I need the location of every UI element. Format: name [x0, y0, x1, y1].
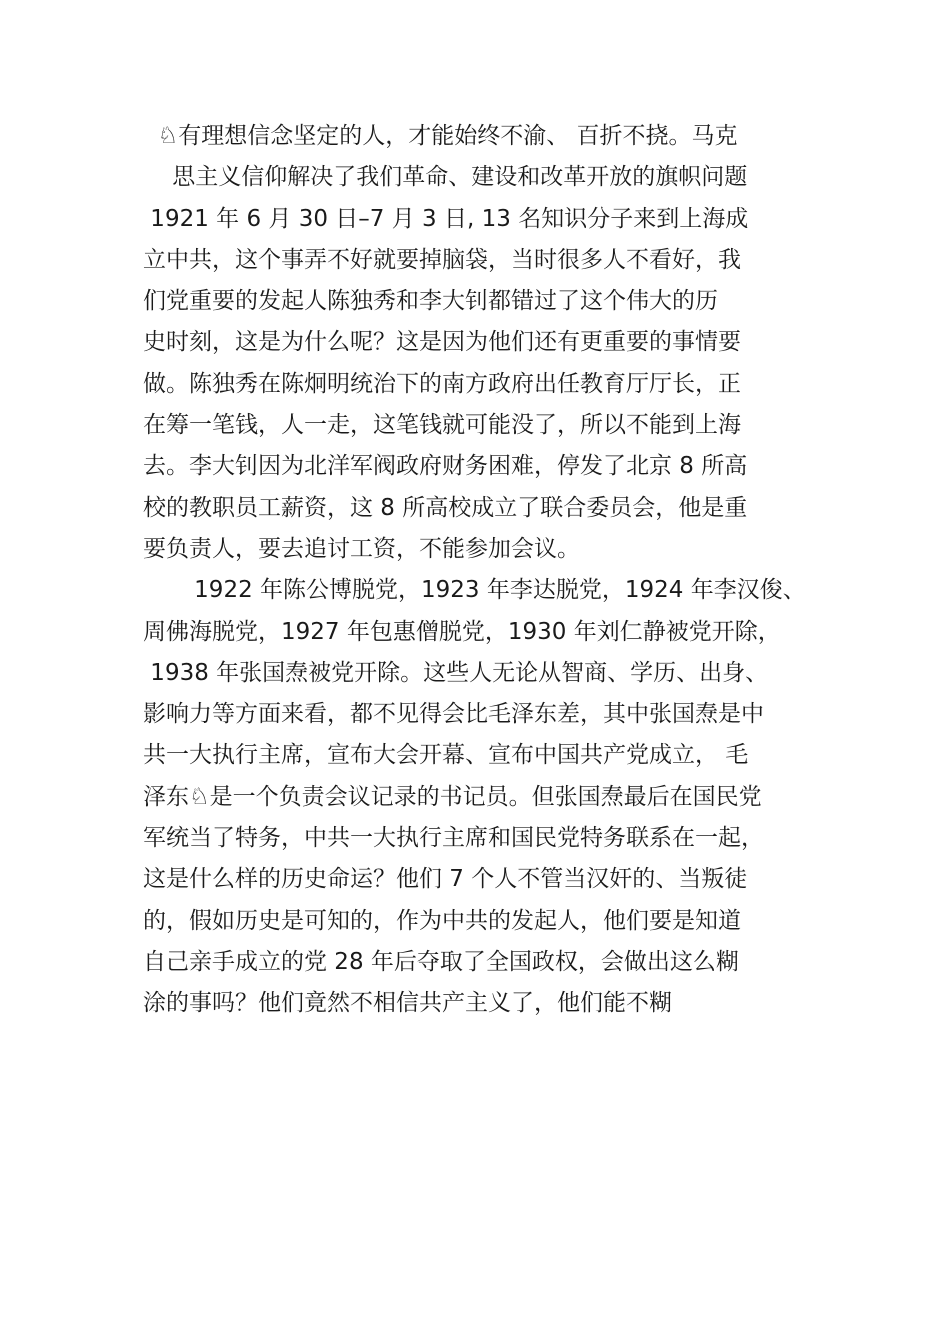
- text-line: 做。陈独秀在陈炯明统治下的南方政府出任教育厅厅长，正: [143, 370, 741, 397]
- text-line: 影响力等方面来看，都不见得会比毛泽东差，其中张国焘是中: [143, 701, 764, 728]
- text-line: 们党重要的发起人陈独秀和李大钊都错过了这个伟大的历: [143, 288, 718, 315]
- text-line: 周佛海脱党，1927 年包惠僧脱党，1930 年刘仁静被党开除，: [143, 618, 781, 645]
- text-line: 1921 年 6 月 30 日–7 月 3 日, 13 名知识分子来到上海成: [143, 205, 749, 232]
- text-line: 在筹一笔钱，人一走，这笔钱就可能没了，所以不能到上海: [143, 412, 741, 439]
- text-line: 史时刻，这是为什么呢？这是因为他们还有更重要的事情要: [143, 329, 741, 356]
- text-line: 这是什么样的历史命运？他们 7 个人不管当汉奸的、当叛徒: [143, 866, 748, 893]
- text-line: 泽东♘是一个负责会议记录的书记员。但张国焘最后在国民党: [143, 783, 762, 810]
- text-line: ♘有理想信念坚定的人，才能始终不渝、 百折不挠。马克: [143, 123, 738, 149]
- text-line: 去。李大钊因为北洋军阀政府财务困难，停发了北京 8 所高: [143, 453, 748, 480]
- text-line: 要负责人，要去追讨工资，不能参加会议。: [143, 535, 580, 562]
- text-line: 涂的事吗？他们竟然不相信共产主义了，他们能不糊: [143, 990, 672, 1017]
- body-text: [143, 116, 823, 1025]
- text-line: 思主义信仰解决了我们革命、建设和改革开放的旗帜问题: [143, 164, 748, 191]
- text-line: 1922 年陈公博脱党，1923 年李达脱党，1924 年李汉俊、: [143, 577, 806, 604]
- text-line: 共一大执行主席，宣布大会开幕、宣布中国共产党成立， 毛: [143, 742, 749, 769]
- text-line: 校的教职员工薪资，这 8 所高校成立了联合委员会，他是重: [143, 494, 748, 521]
- text-line: 立中共，这个事弄不好就要掉脑袋，当时很多人不看好，我: [143, 246, 741, 273]
- text-line: 的，假如历史是可知的，作为中共的发起人，他们要是知道: [143, 907, 741, 934]
- text-line: 自己亲手成立的党 28 年后夺取了全国政权，会做出这么糊: [143, 948, 739, 975]
- text-line: 军统当了特务，中共一大执行主席和国民党特务联系在一起，: [143, 825, 764, 852]
- text-line: 1938 年张国焘被党开除。这些人无论从智商、学历、出身、: [143, 659, 769, 686]
